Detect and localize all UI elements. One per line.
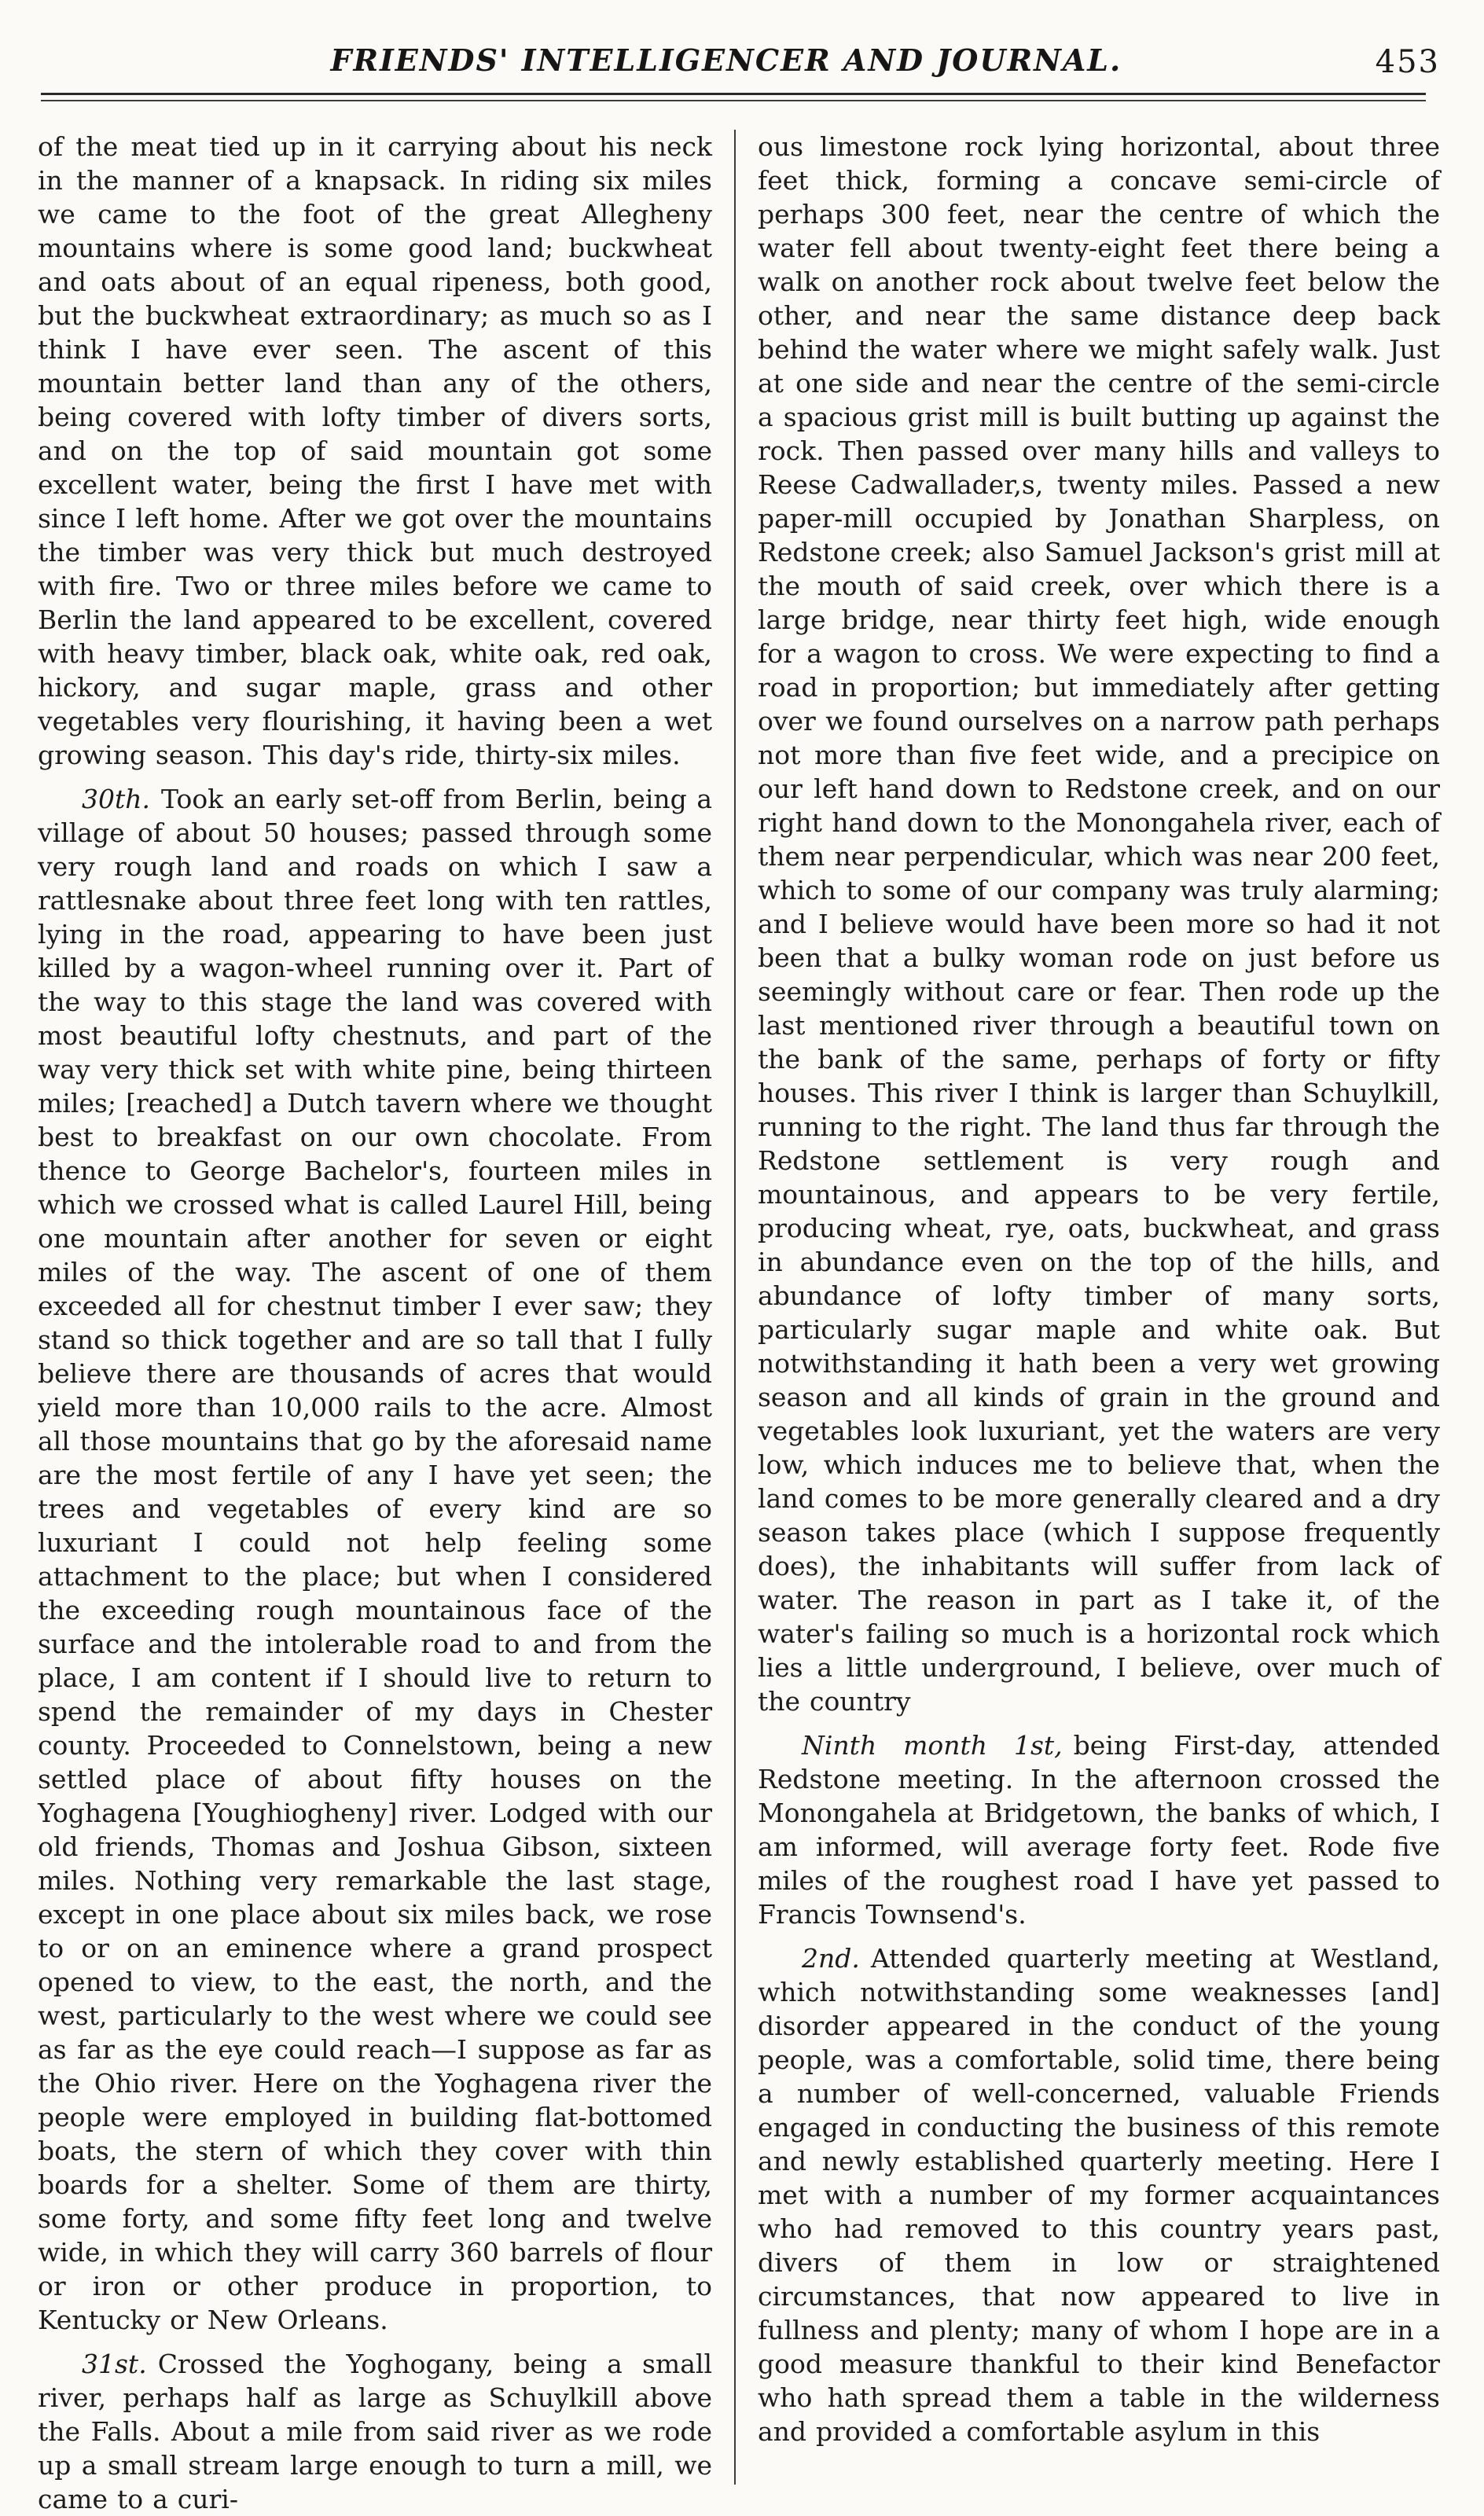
paragraph (758, 1728, 1440, 1931)
paragraph (758, 1941, 1440, 2448)
page-header (0, 0, 1484, 93)
header-rule (41, 93, 1426, 101)
paragraph-text: Took an early set-off from Berlin, being a village of about 50 houses; passed through some very rough land and roads on which I saw a rattlesnake about three feet long with ten rattles, lying in the road, appearing to have been just killed by a wagon-wheel running over it. Part of the way to this stage the land was covered with most beautiful lofty chestnuts, and part of the way very thick set with white pine, being thirteen miles; [reached] a Dutch tavern where we thought best to breakfast on our own chocolate. From thence to George Bachelor's, fourteen miles in which we crossed what is called Laurel Hill, being one mountain after another for seven or eight miles of the way. The ascent of one of them exceeded all for chestnut timber I ever saw; they stand so thick together and are so tall that I fully believe there are thousands of acres that would yield more than 10,000 rails to the acre. Almost all those mountains that go by the aforesaid name are the most fertile of any I have yet seen; the trees and vegetables of every kind are so luxuriant I could not help feeling some attachment to the place; but when I considered the exceeding rough mountainous face of the surface and the intolerable road to and from the place, I am content if I should live to return to spend the remainder of my days in Chester county. Proceeded to Connelstown, being a new settled place of about fifty houses on the Yoghagena [Youghiogheny] river. Lodged with our old friends, Thomas and Joshua Gibson, sixteen miles. Nothing very remarkable the last stage, except in one place about six miles back, we rose to or on an eminence where a grand prospect opened to view, to the east, the north, and the west, particularly to the west where we could see as far as the eye could reach—I suppose as far as the Ohio river. Here on the Yoghagena river the people were employed in building flat-bottomed boats, the stern of which they cover with thin boards for a shelter. Some of them are thirty, some forty, and some fifty feet long and twelve wide, in which they will carry 360 barrels of flour or iron or other produce in proportion, to Kentucky or New Orleans. (38, 784, 712, 2335)
paragraph (38, 782, 712, 2337)
paragraph (38, 2347, 712, 2516)
journal-title: FRIENDS' INTELLIGENCER AND JOURNAL. (330, 42, 1122, 78)
paragraph-text: Crossed the Yoghogany, being a small river, perhaps half as large as Schuylkill above the Falls. About a mile from said river as we rode up a small stream large enough to turn a mill, we came to a curi- (38, 2349, 712, 2514)
paragraph-lead: 2nd. (802, 1943, 860, 1974)
paragraph-text: ous limestone rock lying horizontal, about three feet thick, forming a concave semi-circle of perhaps 300 feet, near the centre of which the water fell about twenty-eight feet there being a walk on another rock about twelve feet below the other, and near the same distance deep back behind the water where we might safely walk. Just at one side and near the centre of the semi-circle a spacious grist mill is built butting up against the rock. Then passed over many hills and valleys to Reese Cadwallader,s, twenty miles. Passed a new paper-mill occupied by Jonathan Sharpless, on Redstone creek; also Samuel Jackson's grist mill at the mouth of said creek, over which there is a large bridge, near thirty feet high, wide enough for a wagon to cross. We were expecting to find a road in proportion; but immediately after getting over we found ourselves on a narrow path perhaps not more than five feet wide, and a precipice on our left hand down to Redstone creek, and on our right hand down to the Monongahela river, each of them near perpendicular, which was near 200 feet, which to some of our company was truly alarming; and I believe would have been more so had it not been that a bulky woman rode on just before us seemingly without care or fear. Then rode up the last mentioned river through a beautiful town on the bank of the same, perhaps of forty or fifty houses. This river I think is larger than Schuylkill, running to the right. The land thus far through the Redstone settlement is very rough and mountainous, and appears to be very fertile, producing wheat, rye, oats, buckwheat, and grass in abundance even on the top of the hills, and abundance of lofty timber of many sorts, particularly sugar maple and white oak. But notwithstanding it hath been a very wet growing season and all kinds of grain in the ground and vegetables look luxuriant, yet the waters are very low, which induces me to believe that, when the land comes to be more generally cleared and a dry season takes place (which I suppose frequently does), the inhabitants will suffer from lack of water. The reason in part as I take it, of the water's failing so much is a horizontal rock which lies a little underground, I believe, over much of the country (758, 131, 1440, 1717)
right-column (736, 130, 1440, 2516)
paragraph (758, 130, 1440, 1718)
page-number: 453 (1375, 44, 1440, 80)
paragraph-lead: 30th. (82, 784, 150, 814)
paragraph-text: Attended quarterly meeting at Westland, which notwithstanding some weaknesses [and] disorder appeared in the conduct of the young people, was a comfortable, solid time, there being a number of well-concerned, valuable Friends engaged in conducting the business of this remote and newly established quarterly meeting. Here I met with a number of my former acquaintances who had removed to this country years past, divers of them in low or straightened circumstances, that now appeared to live in fullness and plenty; many of whom I hope are in a good measure thankful to their kind Benefactor who hath spread them a table in the wilderness and provided a comfortable asylum in this (758, 1943, 1440, 2447)
left-column (38, 130, 734, 2516)
paragraph-lead: 31st. (82, 2349, 147, 2379)
paragraph-text: being First-day, attended Redstone meeting. In the afternoon crossed the Monongahela at Bridgetown, the banks of which, I am informed, will average forty feet. Rode five miles of the roughest road I have yet passed to Francis Townsend's. (758, 1730, 1440, 1930)
paragraph (38, 130, 712, 772)
page-columns (0, 101, 1484, 2516)
paragraph-lead: Ninth month 1st, (802, 1730, 1063, 1761)
paragraph-text: of the meat tied up in it carrying about his neck in the manner of a knapsack. In riding six miles we came to the foot of the great Allegheny mountains where is some good land; buckwheat and oats about of an equal ripeness, both good, but the buckwheat extraordinary; as much so as I think I have ever seen. The ascent of this mountain better land than any of the others, being covered with lofty timber of divers sorts, and on the top of said mountain got some excellent water, being the first I have met with since I left home. After we got over the mountains the timber was very thick but much destroyed with fire. Two or three miles before we came to Berlin the land appeared to be excellent, covered with heavy timber, black oak, white oak, red oak, hickory, and sugar maple, grass and other vegetables very flourishing, it having been a wet growing season. This day's ride, thirty-six miles. (38, 131, 712, 770)
